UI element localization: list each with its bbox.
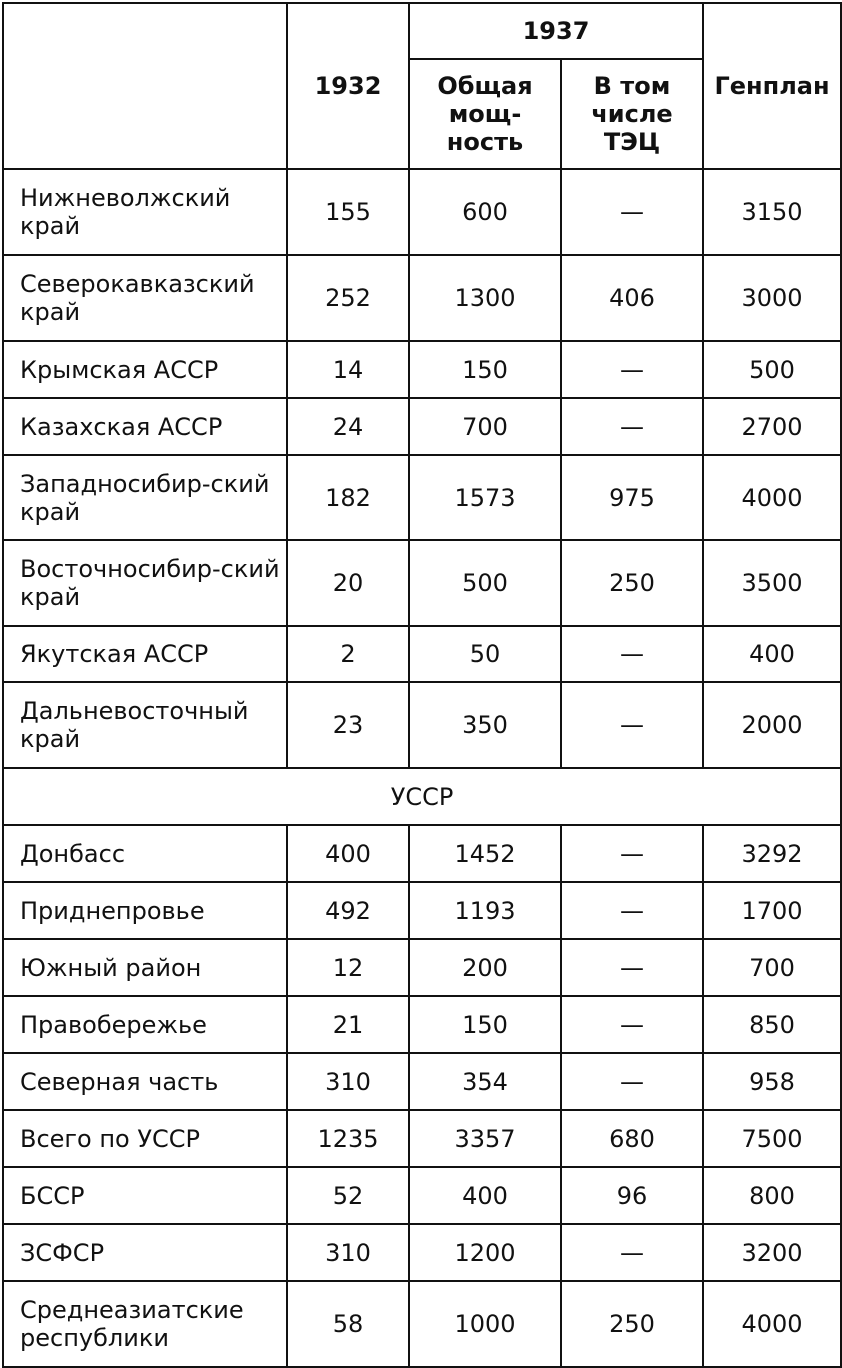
value-total: 1573: [409, 455, 561, 540]
table-row: [3, 1281, 841, 1367]
value-1932: 1235: [287, 1110, 409, 1167]
value-tec: —: [561, 825, 703, 882]
value-tec: —: [561, 169, 703, 255]
region-cell: Северокавказский край: [3, 255, 287, 341]
value-1932: 21: [287, 996, 409, 1053]
value-genplan: 3000: [703, 255, 841, 341]
table-row: [3, 1053, 841, 1110]
value-tec: 406: [561, 255, 703, 341]
region-header-cell: [3, 3, 287, 169]
value-1932: 2: [287, 626, 409, 682]
power-capacity-table: [2, 2, 842, 1368]
header-incl-tec-text: В том числе ТЭЦ: [591, 72, 673, 156]
value-tec: 250: [561, 540, 703, 626]
value-total: 1200: [409, 1224, 561, 1281]
value-genplan: 1700: [703, 882, 841, 939]
value-1932: 58: [287, 1281, 409, 1367]
header-total-capacity-text: Общая мощ-ность: [437, 72, 533, 156]
value-total: 50: [409, 626, 561, 682]
value-1932: 155: [287, 169, 409, 255]
value-tec: 975: [561, 455, 703, 540]
value-tec: —: [561, 1053, 703, 1110]
table-row: [3, 341, 841, 398]
region-cell: Крымская АССР: [3, 341, 287, 398]
value-total: 354: [409, 1053, 561, 1110]
value-1932: 52: [287, 1167, 409, 1224]
table-row: [3, 455, 841, 540]
value-total: 400: [409, 1167, 561, 1224]
table-row: [3, 882, 841, 939]
table-row: [3, 169, 841, 255]
section-title: УССР: [3, 768, 841, 825]
value-genplan: 800: [703, 1167, 841, 1224]
region-cell: Нижневолжский край: [3, 169, 287, 255]
value-total: 1000: [409, 1281, 561, 1367]
table-row: [3, 398, 841, 455]
value-genplan: 3150: [703, 169, 841, 255]
value-tec: —: [561, 882, 703, 939]
value-genplan: 2000: [703, 682, 841, 768]
header-incl-tec: [561, 59, 703, 169]
value-tec: —: [561, 682, 703, 768]
value-tec: 680: [561, 1110, 703, 1167]
value-genplan: 850: [703, 996, 841, 1053]
value-total: 1300: [409, 255, 561, 341]
value-1932: 310: [287, 1224, 409, 1281]
value-total: 700: [409, 398, 561, 455]
value-1932: 23: [287, 682, 409, 768]
value-1932: 24: [287, 398, 409, 455]
value-genplan: 4000: [703, 455, 841, 540]
value-genplan: 7500: [703, 1110, 841, 1167]
region-cell: Дальневосточный край: [3, 682, 287, 768]
table-row: [3, 825, 841, 882]
header-1932: 1932: [287, 3, 409, 169]
table-row: [3, 1224, 841, 1281]
value-genplan: 700: [703, 939, 841, 996]
value-1932: 14: [287, 341, 409, 398]
table-row: [3, 1110, 841, 1167]
value-1932: 310: [287, 1053, 409, 1110]
section-row: [3, 768, 841, 825]
value-1932: 252: [287, 255, 409, 341]
value-1932: 12: [287, 939, 409, 996]
table-row: [3, 540, 841, 626]
table-row: [3, 626, 841, 682]
header-1937: 1937: [409, 3, 703, 59]
region-cell: Западносибир-ский край: [3, 455, 287, 540]
value-tec: —: [561, 1224, 703, 1281]
value-genplan: 400: [703, 626, 841, 682]
value-1932: 492: [287, 882, 409, 939]
value-total: 150: [409, 341, 561, 398]
value-genplan: 3200: [703, 1224, 841, 1281]
value-tec: —: [561, 626, 703, 682]
table-row: [3, 255, 841, 341]
region-cell: Среднеазиатские республики: [3, 1281, 287, 1367]
value-genplan: 500: [703, 341, 841, 398]
value-total: 350: [409, 682, 561, 768]
header-total-capacity: [409, 59, 561, 169]
value-total: 200: [409, 939, 561, 996]
region-cell: Всего по УССР: [3, 1110, 287, 1167]
value-total: 150: [409, 996, 561, 1053]
value-1932: 400: [287, 825, 409, 882]
value-total: 3357: [409, 1110, 561, 1167]
value-tec: —: [561, 996, 703, 1053]
region-cell: ЗСФСР: [3, 1224, 287, 1281]
value-tec: —: [561, 939, 703, 996]
table-row: [3, 682, 841, 768]
header-genplan: Генплан: [703, 3, 841, 169]
value-tec: 250: [561, 1281, 703, 1367]
value-tec: 96: [561, 1167, 703, 1224]
value-genplan: 4000: [703, 1281, 841, 1367]
table-row: [3, 996, 841, 1053]
value-1932: 182: [287, 455, 409, 540]
table-row: [3, 939, 841, 996]
value-genplan: 2700: [703, 398, 841, 455]
region-cell: Приднепровье: [3, 882, 287, 939]
region-cell: Якутская АССР: [3, 626, 287, 682]
value-total: 500: [409, 540, 561, 626]
value-1932: 20: [287, 540, 409, 626]
value-tec: —: [561, 341, 703, 398]
value-genplan: 958: [703, 1053, 841, 1110]
value-genplan: 3292: [703, 825, 841, 882]
region-cell: Правобережье: [3, 996, 287, 1053]
value-total: 1193: [409, 882, 561, 939]
region-cell: Донбасс: [3, 825, 287, 882]
value-total: 1452: [409, 825, 561, 882]
region-cell: Южный район: [3, 939, 287, 996]
region-cell: Казахская АССР: [3, 398, 287, 455]
region-cell: Северная часть: [3, 1053, 287, 1110]
value-total: 600: [409, 169, 561, 255]
value-tec: —: [561, 398, 703, 455]
region-cell: БССР: [3, 1167, 287, 1224]
table-row: [3, 1167, 841, 1224]
value-genplan: 3500: [703, 540, 841, 626]
region-cell: Восточносибир-ский край: [3, 540, 287, 626]
